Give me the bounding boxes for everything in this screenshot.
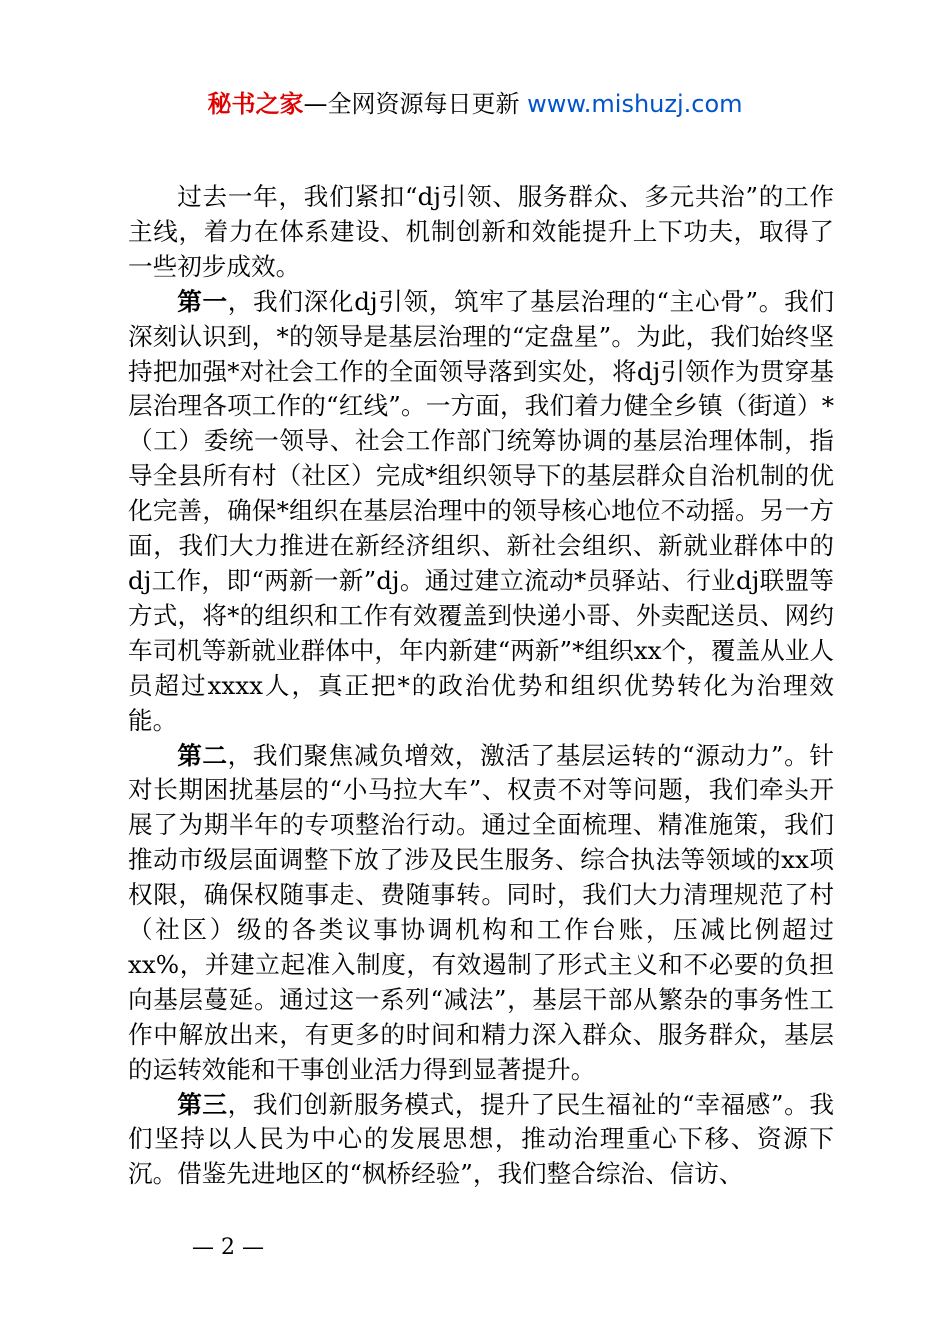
paragraph-text: ，我们深化dj引领，筑牢了基层治理的“主心骨”。我们深刻认识到，*的领导是基层治理的“定盘星”。为此，我们始终坚持把加强*对社会工作的全面领导落到实处，将dj引领作为贯穿基层治理各项工作的“红线”。一方面，我们着力健全乡镇（街道）*（工）委统一领导、社会工作部门统筹协调的基层治理体制，指导全县所有村（社区）完成*组织领导下的基层群众自治机制的优化完善，确保*组织在基层治理中的领导核心地位不动摇。另一方面，我们大力推进在新经济组织、新社会组织、新就业群体中的dj工作，即“两新一新”dj。通过建立流动*员驿站、行业dj联盟等方式，将*的组织和工作有效覆盖到快递小哥、外卖配送员、网约车司机等新就业群体中，年内新建“两新”*组织xx个，覆盖从业人员超过xxxx人，真正把*的政治优势和组织优势转化为治理效能。 (128, 286, 834, 735)
paragraph-third (128, 1088, 834, 1193)
document-body (128, 180, 834, 1192)
paragraph-intro (128, 180, 834, 285)
paragraph-lead: 第二 (177, 740, 228, 770)
paragraph-second (128, 739, 834, 1088)
paragraph-text: ，我们聚焦减负增效，激活了基层运转的“源动力”。针对长期困扰基层的“小马拉大车”、权责不对等问题，我们牵头开展了为期半年的专项整治行动。通过全面梳理、精准施策，我们推动市级层面调整下放了涉及民生服务、综合执法等领域的xx项权限，确保权随事走、费随事转。同时，我们大力清理规范了村（社区）级的各类议事协调机构和工作台账，压减比例超过xx%，并建立起准入制度，有效遏制了形式主义和不必要的负担向基层蔓延。通过这一系列“减法”，基层干部从繁杂的事务性工作中解放出来，有更多的时间和精力深入群众、服务群众，基层的运转效能和干事创业活力得到显著提升。 (128, 740, 834, 1084)
brand-name: 秘书之家 (207, 90, 304, 118)
header-tagline: —全网资源每日更新 (303, 90, 528, 118)
paragraph-lead: 第三 (177, 1089, 228, 1119)
paragraph-first (128, 285, 834, 739)
site-header (0, 86, 950, 122)
paragraph-text: 过去一年，我们紧扣“dj引领、服务群众、多元共治”的工作主线，着力在体系建设、机制创新和效能提升上下功夫，取得了一些初步成效。 (128, 182, 834, 281)
paragraph-text: ，我们创新服务模式，提升了民生福祉的“幸福感”。我们坚持以人民为中心的发展思想，推动治理重心下移、资源下沉。借鉴先进地区的“枫桥经验”，我们整合综治、信访、 (128, 1089, 834, 1189)
paragraph-lead: 第一 (177, 286, 228, 316)
page-number: — 2 — (192, 1235, 264, 1260)
site-url-link[interactable]: www.mishuzj.com (527, 90, 743, 118)
